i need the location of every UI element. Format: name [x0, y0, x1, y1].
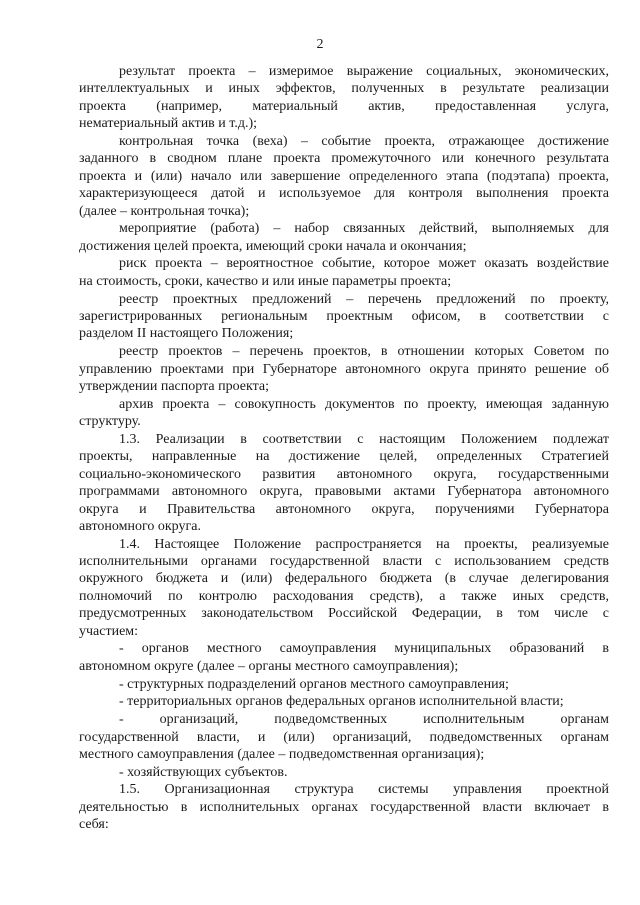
- text-line: местного самоуправления (далее – подведомственная организация);: [79, 746, 485, 762]
- text-line: округа и Правительства автономного округа, поручениями Губернатора: [79, 501, 609, 517]
- section-1-5: [79, 781, 609, 833]
- text-line: риск проекта – вероятностное событие, которое может оказать воздействие: [119, 256, 609, 272]
- text-line: себя:: [79, 817, 109, 833]
- text-line: зарегистрированных региональным проектным офисом, в соответствии с: [79, 309, 609, 325]
- text-line: реестр проектов – перечень проектов, в отношении которых Советом по: [119, 344, 609, 360]
- text-line: на стоимость, сроки, качество и или иные параметры проекта;: [79, 273, 452, 289]
- text-line: исполнительными органами государственной власти с использованием средств: [79, 554, 609, 570]
- text-line: характеризующееся датой и используемое для контроля выполнения проекта: [79, 186, 609, 202]
- text-line: - структурных подразделений органов местного самоуправления;: [119, 676, 509, 692]
- definition-project-register: [79, 343, 609, 395]
- definition-project-risk: [79, 255, 609, 290]
- text-line: мероприятие (работа) – набор связанных действий, выполняемых для: [119, 221, 609, 237]
- text-line: реестр проектных предложений – перечень предложений по проекту,: [119, 291, 609, 307]
- definition-proposal-register: [79, 291, 609, 343]
- text-line: деятельностью в исполнительных органах государственной власти включает в: [79, 799, 609, 815]
- text-line: результат проекта – измеримое выражение социальных, экономических,: [119, 64, 609, 79]
- text-line: 1.3. Реализации в соответствии с настоящим Положением подлежат: [119, 431, 609, 447]
- definition-project-archive: [79, 396, 609, 431]
- text-line: структуру.: [79, 414, 141, 430]
- text-line: управлению проектами при Губернаторе автономного округа принято решение об: [79, 361, 609, 377]
- text-line: предусмотренных законодательством Российской Федерации, в том числе с: [79, 606, 609, 622]
- text-line: - хозяйствующих субъектов.: [119, 764, 288, 780]
- section-1-4: [79, 536, 609, 640]
- text-line: 1.5. Организационная структура системы управления проектной: [119, 782, 609, 798]
- document-body: [79, 63, 609, 834]
- definition-checkpoint: [79, 133, 609, 220]
- page-number: 2: [316, 37, 324, 52]
- text-line: 1.4. Настоящее Положение распространяется на проекты, реализуемые: [119, 536, 609, 552]
- text-line: нематериальный актив и т.д.);: [79, 116, 258, 132]
- text-line: достижения целей проекта, имеющий сроки начала и окончания;: [79, 238, 467, 254]
- text-line: (далее – контрольная точка);: [79, 203, 250, 219]
- text-line: окружного бюджета и (или) федерального бюджета (в случае делегирования: [79, 571, 609, 587]
- text-line: проекта и (или) начало или завершение определенного этапа (подэтапа) проекта,: [79, 168, 609, 184]
- text-line: утверждении паспорта проекта;: [79, 378, 269, 394]
- list-item-territorial-bodies: [79, 693, 609, 710]
- definition-project-result: [79, 63, 609, 133]
- text-line: автономного округа.: [79, 518, 201, 534]
- text-line: полномочий по контролю расходования средств), а также иных средств,: [79, 588, 609, 604]
- text-line: участием:: [79, 623, 139, 639]
- list-item-business-entities: [79, 764, 609, 781]
- section-1-3: [79, 431, 609, 535]
- text-line: государственной власти, и (или) организаций, подведомственных органам: [79, 729, 609, 745]
- definition-activity: [79, 220, 609, 255]
- text-line: автономном округе (далее – органы местного самоуправления);: [79, 658, 459, 674]
- text-line: - организаций, подведомственных исполнительным органам: [119, 712, 609, 728]
- list-item-structural-units: [79, 676, 609, 693]
- text-line: архив проекта – совокупность документов по проекту, имеющая заданную: [119, 396, 609, 412]
- text-line: проекты, направленные на достижение целей, определенных Стратегией: [79, 449, 609, 465]
- text-line: разделом II настоящего Положения;: [79, 326, 294, 342]
- text-line: контрольная точка (веха) – событие проекта, отражающее достижение: [119, 133, 609, 149]
- text-line: - органов местного самоуправления муниципальных образований в: [119, 641, 609, 657]
- text-line: заданного в сводном плане проекта промежуточного или конечного результата: [79, 151, 609, 167]
- text-line: интеллектуальных и иных эффектов, полученных в результате реализации: [79, 81, 609, 97]
- text-line: программами автономного округа, правовыми актами Губернатора автономного: [79, 484, 609, 500]
- list-item-subordinate-organizations: [79, 711, 609, 763]
- list-item-local-government: [79, 640, 609, 675]
- text-line: - территориальных органов федеральных органов исполнительной власти;: [119, 694, 564, 710]
- text-line: социально-экономического развития автономного округа, государственными: [79, 466, 609, 482]
- text-line: проекта (например, материальный актив, предоставленная услуга,: [79, 98, 609, 114]
